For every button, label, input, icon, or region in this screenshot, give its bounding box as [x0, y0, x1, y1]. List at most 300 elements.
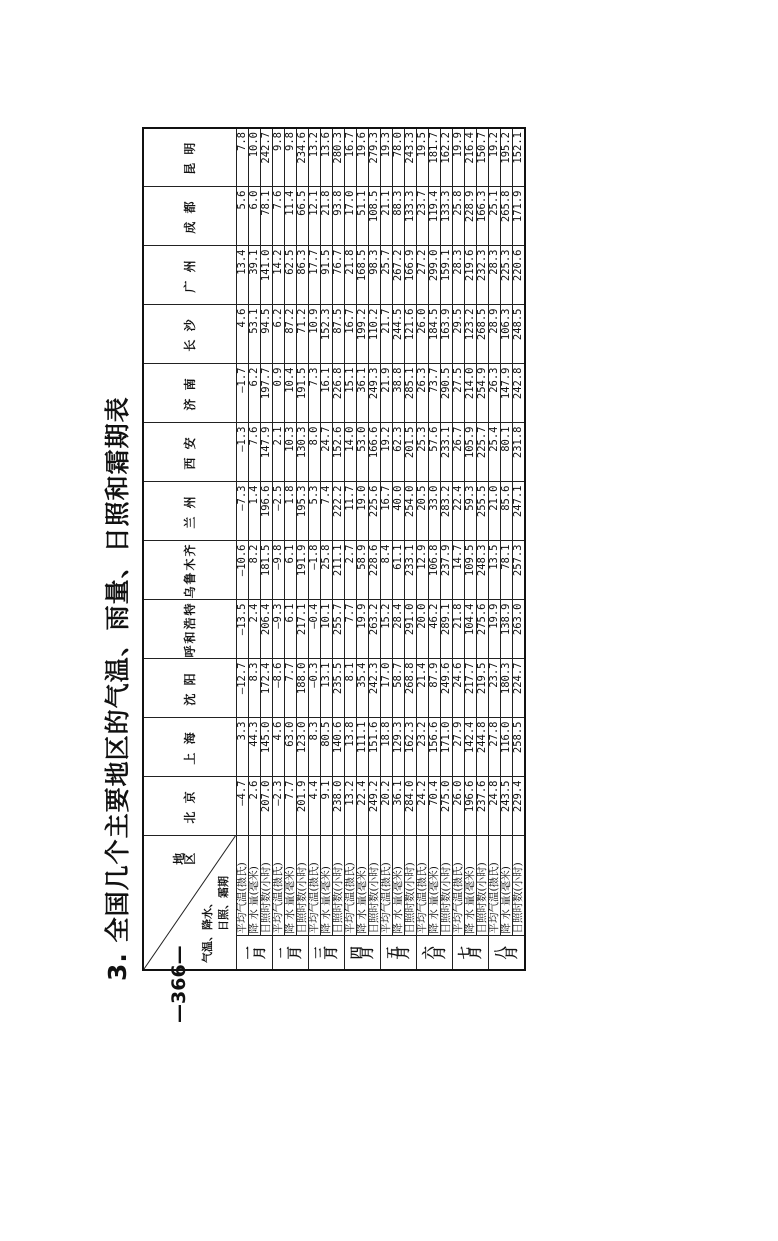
- table-cell: 19.9: [357, 600, 369, 659]
- table-cell: 16.7: [381, 482, 393, 541]
- table-cell: 138.9: [501, 600, 513, 659]
- city-header: 上 海: [143, 718, 237, 777]
- table-cell: 20.2: [381, 777, 393, 836]
- table-cell: 265.8: [501, 187, 513, 246]
- table-cell: 280.3: [333, 128, 345, 187]
- city-header: 长 沙: [143, 305, 237, 364]
- table-cell: 254.9: [477, 364, 489, 423]
- table-cell: 168.5: [357, 246, 369, 305]
- table-cell: 6.2: [249, 364, 261, 423]
- table-cell: 7.7: [285, 659, 297, 718]
- table-cell: 7.7: [345, 600, 357, 659]
- table-cell: 109.5: [465, 541, 477, 600]
- table-cell: 28.4: [393, 600, 405, 659]
- table-cell: 12.1: [309, 187, 321, 246]
- table-cell: 40.0: [393, 482, 405, 541]
- table-cell: 23.2: [417, 718, 429, 777]
- table-cell: 53.0: [357, 423, 369, 482]
- table-cell: 36.1: [393, 777, 405, 836]
- table-cell: 63.0: [285, 718, 297, 777]
- table-cell: 166.9: [405, 246, 417, 305]
- table-cell: —13.5: [237, 600, 249, 659]
- table-cell: 106.8: [429, 541, 441, 600]
- table-cell: 12.9: [417, 541, 429, 600]
- table-cell: 147.9: [501, 364, 513, 423]
- table-cell: 249.2: [369, 777, 381, 836]
- measure-label: 降 水 量(毫米): [321, 836, 333, 936]
- table-cell: 6.0: [249, 187, 261, 246]
- table-cell: 91.5: [321, 246, 333, 305]
- corner-region-label: 地 区: [172, 828, 197, 865]
- measure-label: 日照时数(小时): [297, 836, 309, 936]
- table-cell: 243.3: [405, 128, 417, 187]
- table-cell: 14.2: [273, 246, 285, 305]
- table-cell: 163.9: [441, 305, 453, 364]
- table-row: [345, 128, 357, 970]
- table-row: [393, 128, 405, 970]
- table-cell: 28.3: [489, 246, 501, 305]
- table-cell: 214.0: [465, 364, 477, 423]
- month-label: 八 月: [489, 936, 526, 970]
- table-cell: 27.9: [453, 718, 465, 777]
- table-cell: 21.0: [489, 482, 501, 541]
- table-cell: 268.8: [405, 659, 417, 718]
- table-row: [273, 128, 285, 970]
- city-header: 济 南: [143, 364, 237, 423]
- table-cell: 219.6: [465, 246, 477, 305]
- table-cell: 15.2: [381, 600, 393, 659]
- table-cell: 24.7: [321, 423, 333, 482]
- table-cell: 141.0: [261, 246, 273, 305]
- table-cell: 38.8: [393, 364, 405, 423]
- table-cell: 4.4: [309, 777, 321, 836]
- table-cell: 1.8: [285, 482, 297, 541]
- table-cell: 197.7: [261, 364, 273, 423]
- table-cell: 106.3: [501, 305, 513, 364]
- table-row: [477, 128, 489, 970]
- city-header: 成 都: [143, 187, 237, 246]
- table-cell: 80.1: [501, 423, 513, 482]
- table-cell: 242.8: [513, 364, 526, 423]
- table-cell: 21.9: [381, 364, 393, 423]
- table-cell: 258.5: [513, 718, 526, 777]
- table-cell: 19.2: [489, 128, 501, 187]
- table-cell: 7.8: [237, 128, 249, 187]
- measure-label: 日照时数(小时): [333, 836, 345, 936]
- table-cell: 19.3: [381, 128, 393, 187]
- table-cell: 299.0: [429, 246, 441, 305]
- table-cell: 108.5: [369, 187, 381, 246]
- table-cell: 35.4: [357, 659, 369, 718]
- month-label: 三 月: [309, 936, 345, 970]
- measure-label: 降 水 量(毫米): [249, 836, 261, 936]
- table-cell: —2.3: [273, 777, 285, 836]
- table-row: [333, 128, 345, 970]
- table-cell: 201.5: [405, 423, 417, 482]
- table-cell: —0.4: [309, 600, 321, 659]
- table-cell: 21.8: [453, 600, 465, 659]
- table-cell: 152.6: [333, 423, 345, 482]
- measure-label: 平均气温(摄氏): [273, 836, 285, 936]
- table-cell: 19.9: [489, 600, 501, 659]
- table-cell: —9.3: [273, 600, 285, 659]
- table-cell: 171.0: [441, 718, 453, 777]
- table-cell: 10.4: [285, 364, 297, 423]
- table-cell: 17.0: [345, 187, 357, 246]
- table-cell: 228.6: [369, 541, 381, 600]
- table-cell: 263.0: [513, 600, 526, 659]
- measure-label: 降 水 量(毫米): [357, 836, 369, 936]
- table-cell: 231.8: [513, 423, 526, 482]
- table-cell: 27.8: [489, 718, 501, 777]
- table-cell: 207.0: [261, 777, 273, 836]
- table-cell: 9.8: [273, 128, 285, 187]
- table-cell: 289.1: [441, 600, 453, 659]
- month-label: 四 月: [345, 936, 381, 970]
- table-cell: —8.6: [273, 659, 285, 718]
- table-cell: 22.4: [453, 482, 465, 541]
- table-cell: 26.7: [453, 423, 465, 482]
- table-cell: 59.3: [465, 482, 477, 541]
- table-cell: 25.8: [321, 541, 333, 600]
- table-row: [297, 128, 309, 970]
- table-cell: 4.6: [237, 305, 249, 364]
- measure-label: 平均气温(摄氏): [453, 836, 465, 936]
- table-cell: 191.9: [297, 541, 309, 600]
- table-cell: 6.1: [285, 541, 297, 600]
- page-number: —366—: [168, 945, 190, 1023]
- table-cell: 2.1: [273, 423, 285, 482]
- table-cell: 11.4: [285, 187, 297, 246]
- table-body: [237, 128, 526, 970]
- table-cell: 9.1: [321, 777, 333, 836]
- table-cell: —0.3: [309, 659, 321, 718]
- table-cell: 7.3: [309, 364, 321, 423]
- table-cell: 14.7: [453, 541, 465, 600]
- table-cell: 19.0: [357, 482, 369, 541]
- table-cell: 233.1: [441, 423, 453, 482]
- table-cell: 20.0: [417, 600, 429, 659]
- table-cell: 8.0: [309, 423, 321, 482]
- table-cell: 10.3: [285, 423, 297, 482]
- table-cell: 19.6: [357, 128, 369, 187]
- table-cell: 66.5: [297, 187, 309, 246]
- table-cell: 195.2: [501, 128, 513, 187]
- table-cell: 195.3: [297, 482, 309, 541]
- table-row: [465, 128, 477, 970]
- table-cell: 44.3: [249, 718, 261, 777]
- table-cell: 33.0: [429, 482, 441, 541]
- table-cell: 229.4: [513, 777, 526, 836]
- measure-label: 降 水 量(毫米): [465, 836, 477, 936]
- table-cell: 249.6: [441, 659, 453, 718]
- table-cell: 8.2: [249, 541, 261, 600]
- table-cell: 19.2: [381, 423, 393, 482]
- table-cell: 24.6: [453, 659, 465, 718]
- table-cell: 21.1: [381, 187, 393, 246]
- table-cell: 184.5: [429, 305, 441, 364]
- table-cell: 105.9: [465, 423, 477, 482]
- table-cell: 166.3: [477, 187, 489, 246]
- header-row: [143, 128, 237, 970]
- table-cell: 21.4: [417, 659, 429, 718]
- table-row: [441, 128, 453, 970]
- table-cell: 255.5: [477, 482, 489, 541]
- table-cell: 16.1: [321, 364, 333, 423]
- month-label: 七 月: [453, 936, 489, 970]
- table-cell: 14.0: [345, 423, 357, 482]
- table-cell: 188.0: [297, 659, 309, 718]
- table-cell: 2.6: [249, 777, 261, 836]
- month-label: 六 月: [417, 936, 453, 970]
- table-row: [249, 128, 261, 970]
- table-cell: 248.3: [477, 541, 489, 600]
- table-cell: 244.5: [393, 305, 405, 364]
- city-header: 兰 州: [143, 482, 237, 541]
- table-cell: 162.2: [441, 128, 453, 187]
- table-cell: 46.2: [429, 600, 441, 659]
- corner-elements-label-2: 日照、霜期: [217, 876, 230, 931]
- table-cell: 130.3: [297, 423, 309, 482]
- measure-label: 日照时数(小时): [369, 836, 381, 936]
- city-header: 昆 明: [143, 128, 237, 187]
- table-cell: 225.7: [477, 423, 489, 482]
- table-cell: 11.7: [345, 482, 357, 541]
- table-cell: —1.3: [237, 423, 249, 482]
- table-cell: 8.3: [309, 718, 321, 777]
- table-cell: 199.2: [357, 305, 369, 364]
- table-cell: 191.5: [297, 364, 309, 423]
- page-title: 3. 全国几个主要地区的气温、雨量、日照和霜期表: [103, 396, 132, 981]
- table-cell: 196.6: [261, 482, 273, 541]
- measure-label: 降 水 量(毫米): [501, 836, 513, 936]
- table-cell: 181.5: [261, 541, 273, 600]
- table-cell: 196.6: [465, 777, 477, 836]
- table-cell: 25.3: [417, 423, 429, 482]
- table-cell: —1.7: [237, 364, 249, 423]
- table-cell: 121.6: [405, 305, 417, 364]
- table-row: [381, 128, 393, 970]
- table-cell: 5.6: [237, 187, 249, 246]
- table-cell: 151.6: [369, 718, 381, 777]
- table-cell: 123.0: [297, 718, 309, 777]
- month-label: 五 月: [381, 936, 417, 970]
- table-cell: 257.3: [513, 541, 526, 600]
- table-cell: 24.2: [417, 777, 429, 836]
- table-cell: 39.1: [249, 246, 261, 305]
- table-cell: 53.1: [249, 305, 261, 364]
- table-cell: 27.2: [417, 246, 429, 305]
- table-cell: 123.2: [465, 305, 477, 364]
- table-row: [321, 128, 333, 970]
- table-cell: 61.1: [393, 541, 405, 600]
- table-cell: 7.4: [321, 482, 333, 541]
- table-cell: 119.4: [429, 187, 441, 246]
- table-cell: 13.1: [321, 659, 333, 718]
- table-row: [453, 128, 465, 970]
- table-cell: 290.5: [441, 364, 453, 423]
- table-cell: 10.0: [249, 128, 261, 187]
- table-cell: —4.7: [237, 777, 249, 836]
- table-cell: 3.3: [237, 718, 249, 777]
- table-cell: 243.5: [501, 777, 513, 836]
- table-cell: 21.7: [381, 305, 393, 364]
- measure-label: 降 水 量(毫米): [393, 836, 405, 936]
- table-cell: 10.9: [309, 305, 321, 364]
- table-cell: 26.3: [417, 364, 429, 423]
- table-cell: 206.4: [261, 600, 273, 659]
- table-cell: 86.3: [297, 246, 309, 305]
- table-cell: 78.1: [501, 541, 513, 600]
- corner-elements-label: 气温、降水、: [201, 897, 214, 963]
- table-cell: 25.8: [453, 187, 465, 246]
- table-cell: 8.1: [345, 659, 357, 718]
- table-cell: 263.2: [369, 600, 381, 659]
- table-cell: 166.6: [369, 423, 381, 482]
- table-row: [489, 128, 501, 970]
- table-cell: 62.3: [393, 423, 405, 482]
- table-cell: 233.1: [405, 541, 417, 600]
- table-cell: 58.9: [357, 541, 369, 600]
- table-row: [261, 128, 273, 970]
- table-row: [285, 128, 297, 970]
- table-cell: 5.3: [309, 482, 321, 541]
- table-cell: 110.2: [369, 305, 381, 364]
- table-cell: 8.4: [381, 541, 393, 600]
- table-cell: 116.0: [501, 718, 513, 777]
- table-cell: 201.9: [297, 777, 309, 836]
- table-cell: 180.3: [501, 659, 513, 718]
- measure-label: 平均气温(摄氏): [345, 836, 357, 936]
- table-cell: —10.6: [237, 541, 249, 600]
- table-row: [357, 128, 369, 970]
- table-cell: 80.5: [321, 718, 333, 777]
- table-cell: 285.1: [405, 364, 417, 423]
- table-cell: 226.8: [333, 364, 345, 423]
- climate-table: [142, 127, 526, 971]
- table-cell: 247.1: [513, 482, 526, 541]
- table-cell: 36.1: [357, 364, 369, 423]
- table-cell: 145.0: [261, 718, 273, 777]
- table-cell: —1.8: [309, 541, 321, 600]
- table-cell: 62.5: [285, 246, 297, 305]
- table-cell: 111.1: [357, 718, 369, 777]
- table-cell: 248.5: [513, 305, 526, 364]
- table-cell: 19.9: [453, 128, 465, 187]
- measure-label: 平均气温(摄氏): [309, 836, 321, 936]
- table-cell: 25.7: [381, 246, 393, 305]
- table-cell: 1.4: [249, 482, 261, 541]
- table-cell: 249.3: [369, 364, 381, 423]
- table-cell: —2.5: [273, 482, 285, 541]
- table-cell: 25.1: [489, 187, 501, 246]
- table-cell: —9.8: [273, 541, 285, 600]
- table-cell: 13.2: [345, 777, 357, 836]
- table-cell: 238.0: [333, 777, 345, 836]
- table-cell: 6.1: [285, 600, 297, 659]
- table-cell: 24.8: [489, 777, 501, 836]
- table-cell: 7.6: [249, 423, 261, 482]
- table-cell: 222.2: [333, 482, 345, 541]
- table-cell: 242.3: [369, 659, 381, 718]
- table-cell: 275.6: [477, 600, 489, 659]
- table-cell: 283.2: [441, 482, 453, 541]
- table-cell: 242.7: [261, 128, 273, 187]
- table-cell: 142.4: [465, 718, 477, 777]
- table-cell: 22.4: [357, 777, 369, 836]
- measure-label: 日照时数(小时): [261, 836, 273, 936]
- table-cell: 28.9: [489, 305, 501, 364]
- measure-label: 降 水 量(毫米): [429, 836, 441, 936]
- table-cell: 16.7: [345, 305, 357, 364]
- measure-label: 平均气温(摄氏): [417, 836, 429, 936]
- measure-label: 降 水 量(毫米): [285, 836, 297, 936]
- table-cell: 237.9: [441, 541, 453, 600]
- table-cell: 255.7: [333, 600, 345, 659]
- table-cell: 13.8: [345, 718, 357, 777]
- table-cell: 244.8: [477, 718, 489, 777]
- table-cell: 237.6: [477, 777, 489, 836]
- table-cell: 27.5: [453, 364, 465, 423]
- table-cell: 162.3: [405, 718, 417, 777]
- table-cell: 85.6: [501, 482, 513, 541]
- table-cell: 275.0: [441, 777, 453, 836]
- table-cell: 73.7: [429, 364, 441, 423]
- table-row: [237, 128, 249, 970]
- table-cell: 94.5: [261, 305, 273, 364]
- table-cell: 26.3: [489, 364, 501, 423]
- table-cell: 217.7: [465, 659, 477, 718]
- table-cell: 19.5: [417, 128, 429, 187]
- table-cell: 13.4: [237, 246, 249, 305]
- table-cell: 235.5: [333, 659, 345, 718]
- table-cell: 8.3: [249, 659, 261, 718]
- table-cell: 26.0: [453, 777, 465, 836]
- city-header: 广 州: [143, 246, 237, 305]
- table-cell: —12.7: [237, 659, 249, 718]
- table-cell: 219.5: [477, 659, 489, 718]
- table-cell: 224.7: [513, 659, 526, 718]
- city-header: 乌鲁木齐: [143, 541, 237, 600]
- table-cell: 254.0: [405, 482, 417, 541]
- measure-label: 日照时数(小时): [477, 836, 489, 936]
- table-row: [405, 128, 417, 970]
- table-cell: 6.2: [273, 305, 285, 364]
- measure-label: 平均气温(摄氏): [489, 836, 501, 936]
- table-cell: 228.9: [465, 187, 477, 246]
- table-cell: 279.3: [369, 128, 381, 187]
- table-cell: 2.4: [249, 600, 261, 659]
- table-cell: 156.6: [429, 718, 441, 777]
- table-cell: 93.8: [333, 187, 345, 246]
- table-cell: 71.2: [297, 305, 309, 364]
- table-cell: 88.3: [393, 187, 405, 246]
- table-cell: 13.2: [309, 128, 321, 187]
- table-row: [417, 128, 429, 970]
- table-cell: 58.7: [393, 659, 405, 718]
- table-cell: 87.2: [285, 305, 297, 364]
- table-cell: 13.6: [321, 128, 333, 187]
- table-cell: 51.1: [357, 187, 369, 246]
- table-cell: 7.6: [273, 187, 285, 246]
- table-cell: 17.7: [309, 246, 321, 305]
- measure-label: 平均气温(摄氏): [237, 836, 249, 936]
- table-cell: 104.4: [465, 600, 477, 659]
- table-cell: 150.7: [477, 128, 489, 187]
- measure-label: 日照时数(小时): [513, 836, 526, 936]
- table-cell: 20.5: [417, 482, 429, 541]
- corner-header-cell: [143, 828, 237, 970]
